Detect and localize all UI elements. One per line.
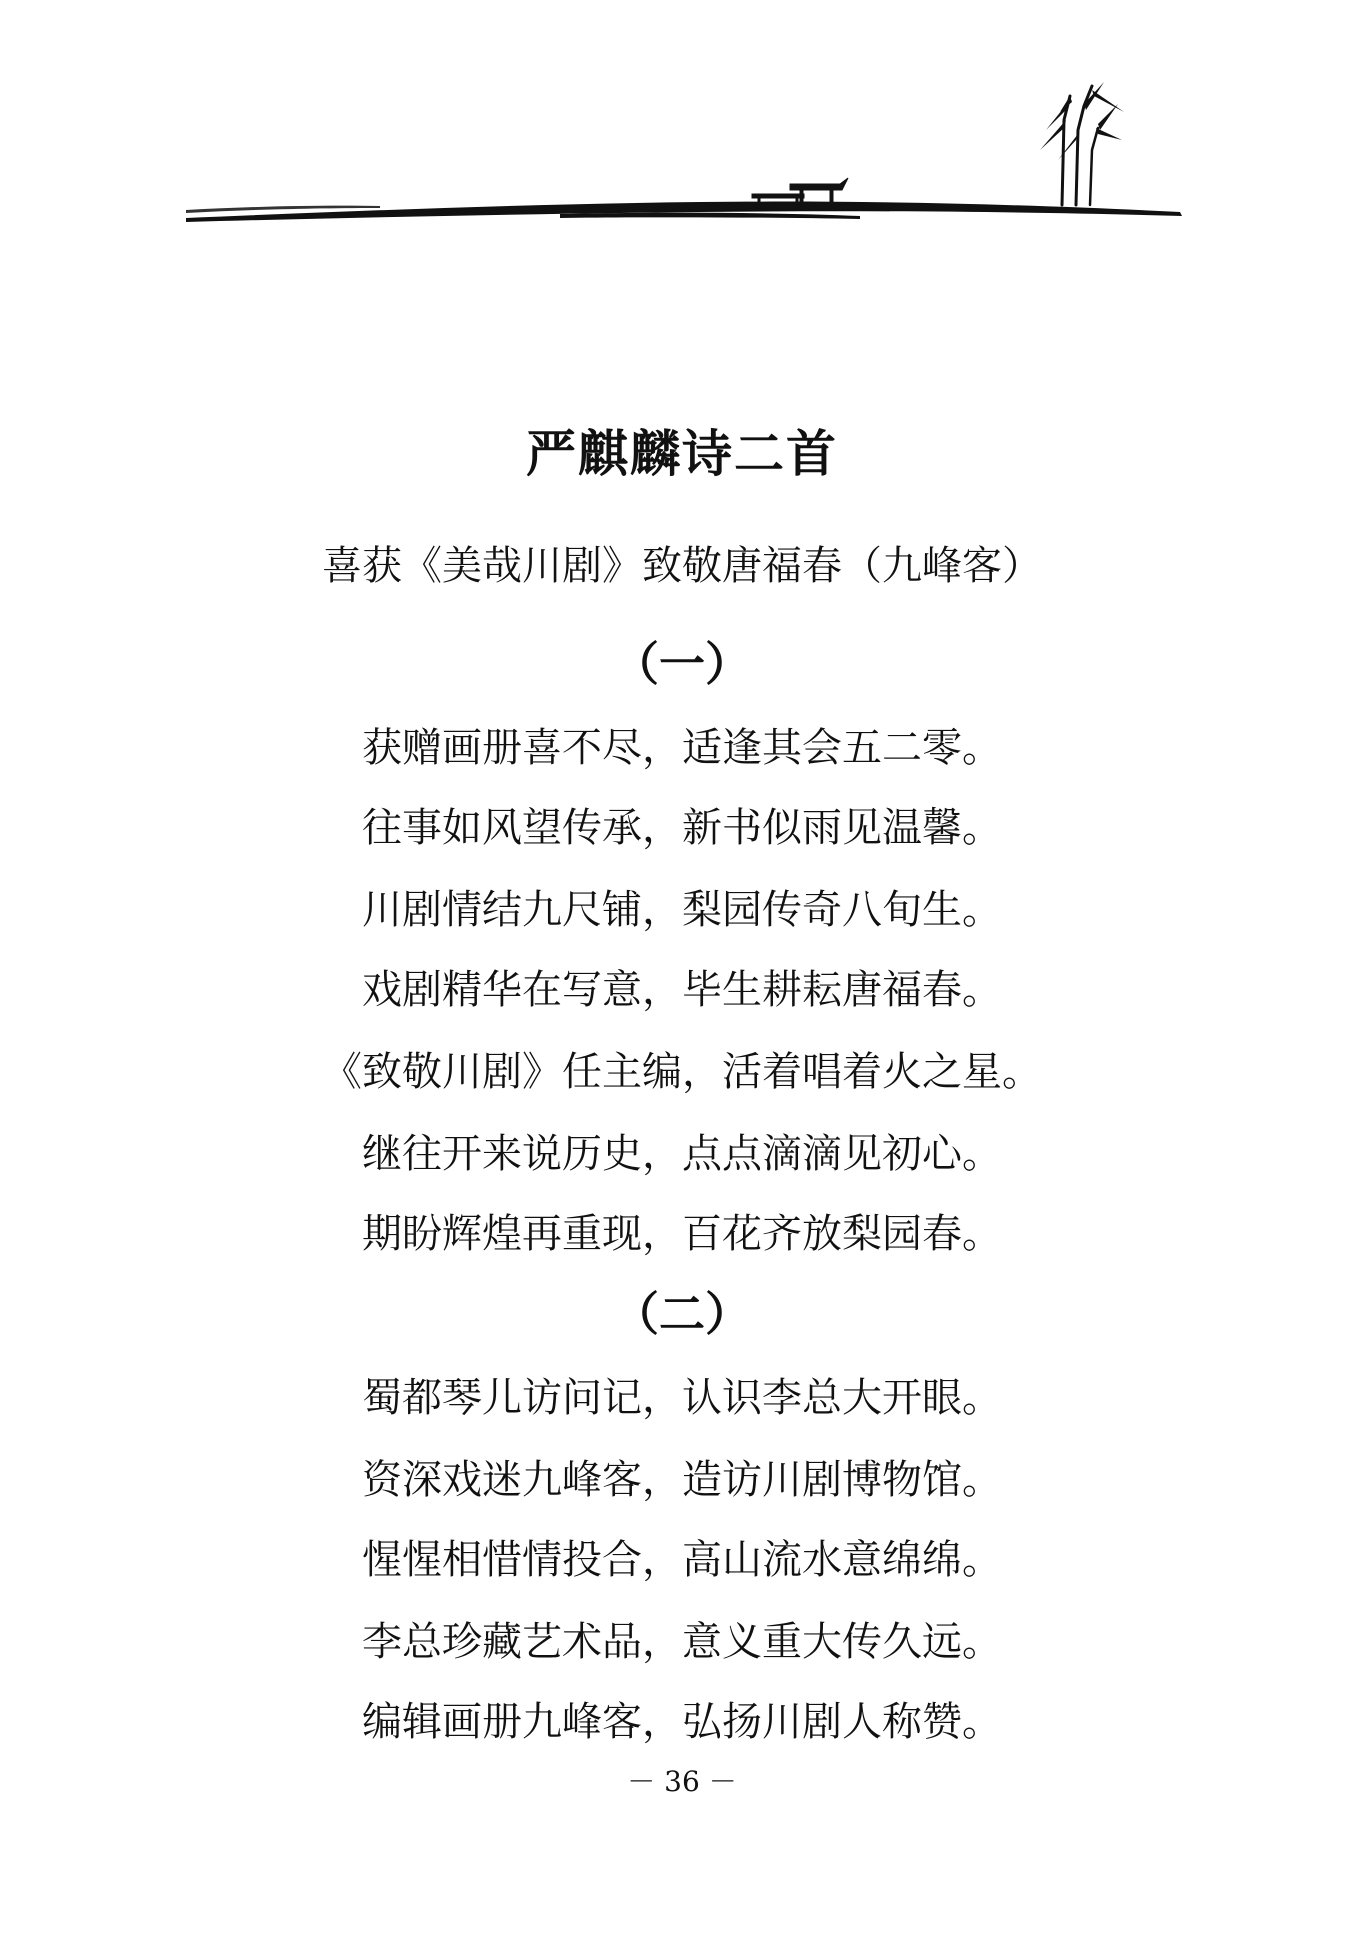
verse-line: 《致敬川剧》任主编，活着唱着火之星。 [322, 1049, 1042, 1095]
horizon-brush-stroke [186, 202, 1182, 222]
bamboo-icon [1040, 82, 1124, 205]
verse-line: 惺惺相惜情投合，高山流水意绵绵。 [362, 1537, 1002, 1583]
section-heading-2: （二） [613, 1287, 751, 1341]
poem-subtitle: 喜获《美哉川剧》致敬唐福春（九峰客） [322, 543, 1042, 589]
verse-line: 资深戏迷九峰客，造访川剧博物馆。 [362, 1457, 1002, 1503]
verse-line: 继往开来说历史，点点滴滴见初心。 [362, 1131, 1002, 1177]
verse-line: 蜀都琴儿访问记，认识李总大开眼。 [362, 1375, 1002, 1421]
verse-line: 李总珍藏艺术品，意义重大传久远。 [362, 1619, 1002, 1665]
verse-line: 获赠画册喜不尽，适逢其会五二零。 [362, 725, 1002, 771]
verse-line: 期盼辉煌再重现，百花齐放梨园春。 [362, 1211, 1002, 1257]
poem-title: 严麒麟诗二首 [526, 425, 838, 483]
verse-line: 戏剧精华在写意，毕生耕耘唐福春。 [362, 967, 1002, 1013]
verse-line: 编辑画册九峰客，弘扬川剧人称赞。 [362, 1699, 1002, 1745]
page-number: － 36 － [627, 1765, 737, 1798]
verse-line: 川剧情结九尺铺，梨园传奇八旬生。 [362, 887, 1002, 933]
section-heading-1: （一） [613, 637, 751, 691]
verse-line: 往事如风望传承，新书似雨见温馨。 [362, 805, 1002, 851]
header-ink-illustration [0, 0, 1364, 240]
